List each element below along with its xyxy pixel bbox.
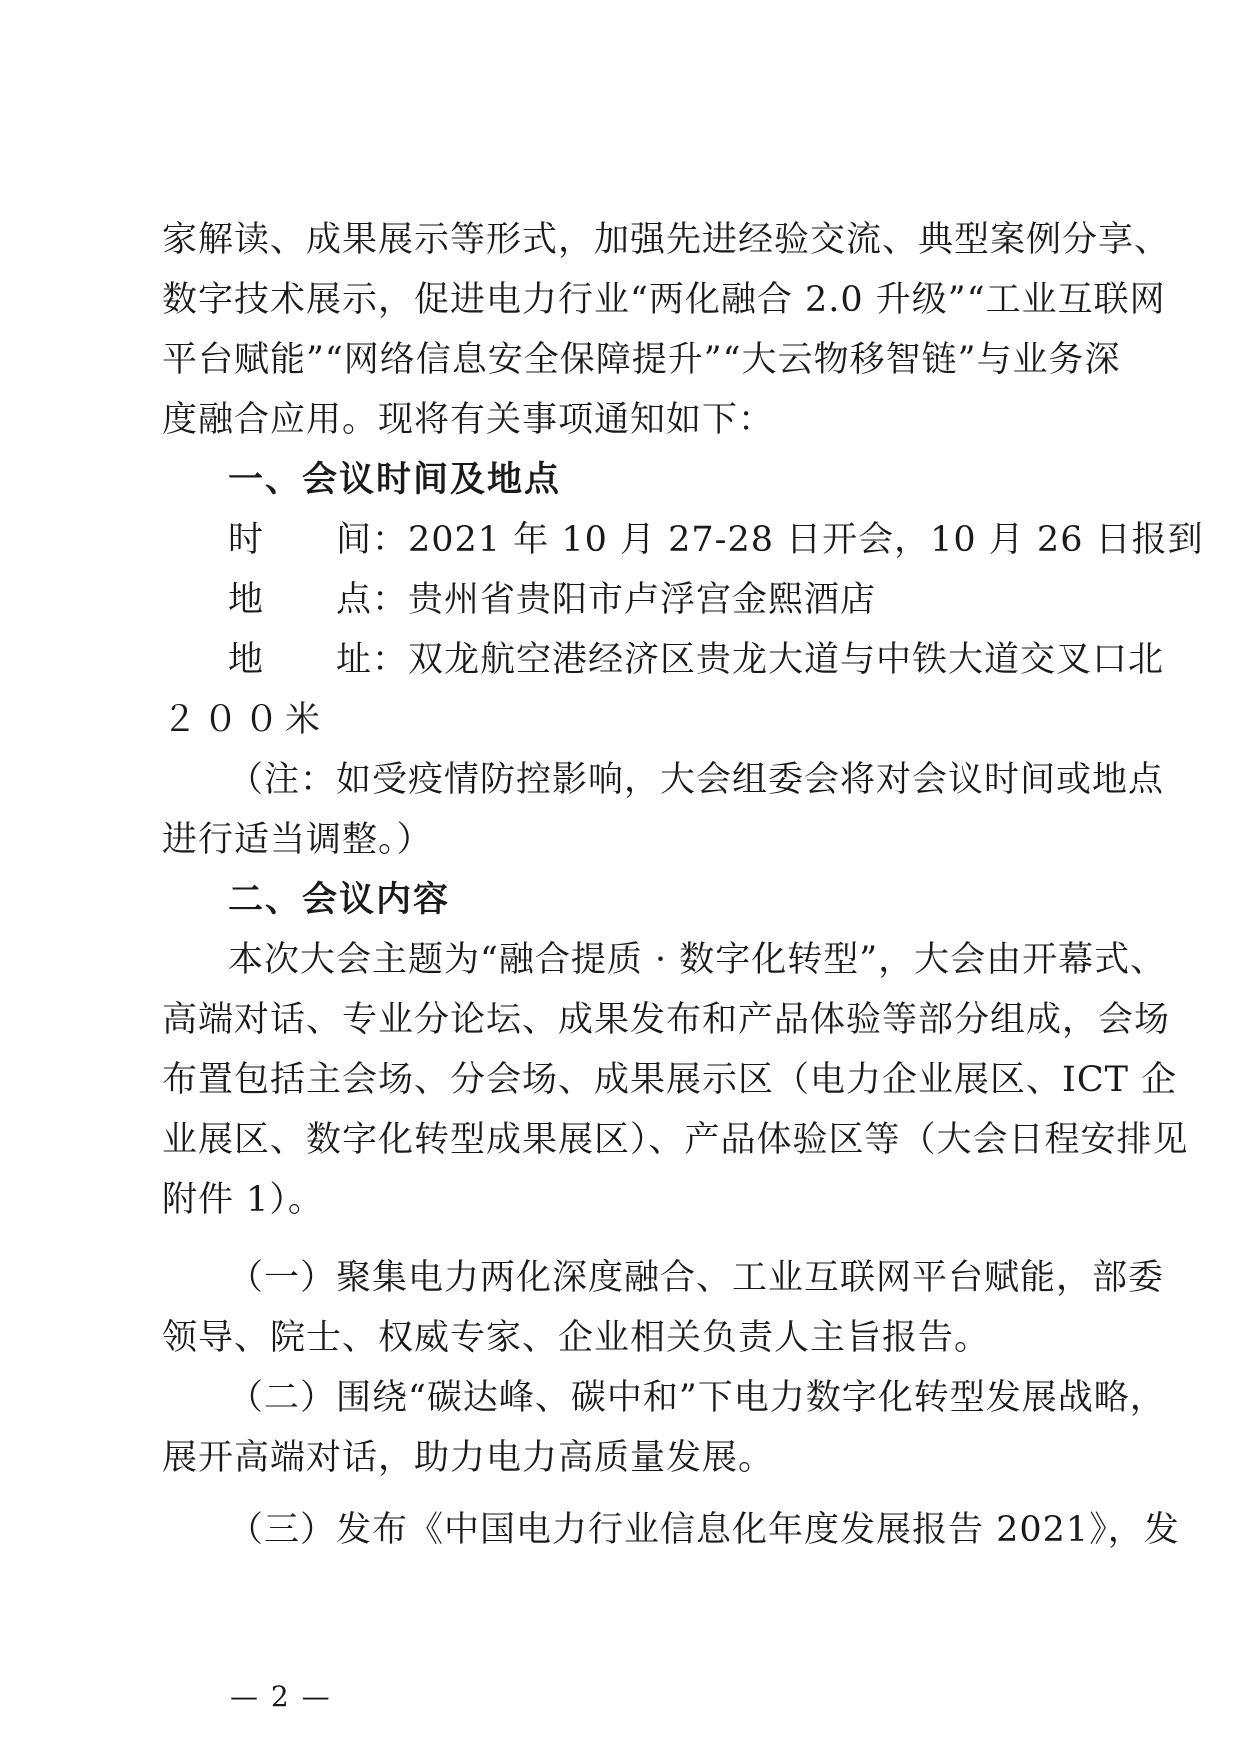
meeting-time: 时 间：2021 年 10 月 27-28 日开会，10 月 26 日报到 (228, 520, 1204, 560)
section-heading-time-location: 一、会议时间及地点 (228, 460, 562, 500)
paragraph-line: 本次大会主题为“融合提质 · 数字化转型”，大会由开幕式、 (228, 940, 1167, 980)
section-heading-content: 二、会议内容 (228, 880, 451, 920)
note-line: 进行适当调整。） (162, 820, 433, 860)
meeting-address: 地 址：双龙航空港经济区贵龙大道与中铁大道交叉口北 (228, 640, 1165, 680)
paragraph-line: 家解读、成果展示等形式，加强先进经验交流、典型案例分享、 (162, 220, 1171, 260)
paragraph-line: 数字技术展示，促进电力行业“两化融合 2.0 升级”“工业互联网 (162, 280, 1166, 320)
paragraph-line: 布置包括主会场、分会场、成果展示区（电力企业展区、ICT 企 (162, 1060, 1178, 1100)
paragraph-line: 平台赋能”“网络信息安全保障提升”“大云物移智链”与业务深 (162, 340, 1121, 380)
paragraph-line: 度融合应用。现将有关事项通知如下： (162, 400, 775, 440)
note-line: （注：如受疫情防控影响，大会组委会将对会议时间或地点 (228, 760, 1165, 800)
list-item-2: （二）围绕“碳达峰、碳中和”下电力数字化转型发展战略， (228, 1378, 1166, 1418)
paragraph-line: 业展区、数字化转型成果展区）、产品体验区等（大会日程安排见 (162, 1120, 1189, 1160)
list-item-3: （三）发布《中国电力行业信息化年度发展报告 2021》，发 (228, 1510, 1180, 1550)
meeting-venue: 地 点：贵州省贵阳市卢浮宫金熙酒店 (228, 580, 877, 620)
list-item-1-continued: 领导、院士、权威专家、企业相关负责人主旨报告。 (162, 1318, 991, 1358)
paragraph-line: 附件 1）。 (162, 1180, 324, 1220)
meeting-address-continued: ２００米 (162, 700, 327, 740)
paragraph-line: 高端对话、专业分论坛、成果发布和产品体验等部分组成，会场 (162, 1000, 1171, 1040)
page-number: — 2 — (230, 1680, 332, 1713)
list-item-1: （一）聚集电力两化深度融合、工业互联网平台赋能，部委 (228, 1258, 1165, 1298)
list-item-2-continued: 展开高端对话，助力电力高质量发展。 (162, 1438, 775, 1478)
